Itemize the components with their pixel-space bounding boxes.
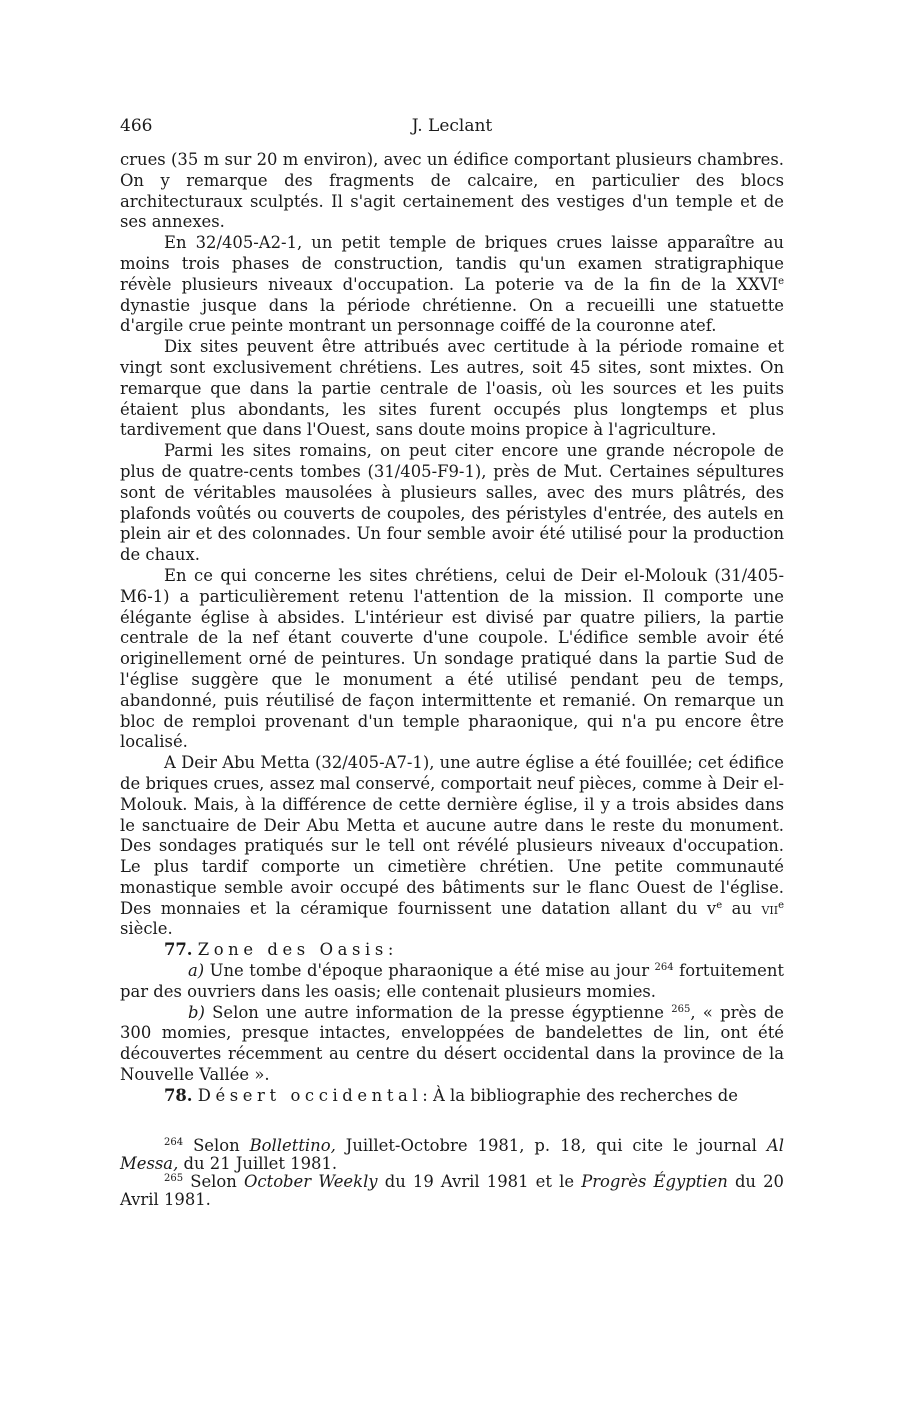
paragraph-text: crues (35 m sur 20 m environ), avec un édifice comportant plusieurs chambres. On y remarque des fragments de calcaire, en particulier des blocs architecturaux sculptés. Il s'agit certainement des vestiges d'un temple et de ses annexes. bbox=[120, 150, 784, 232]
running-head: J. Leclant bbox=[411, 116, 493, 136]
paragraph-text: À la bibliographie des recherches de bbox=[427, 1085, 738, 1105]
footnotes bbox=[120, 1137, 784, 1209]
footnote-264 bbox=[120, 1137, 784, 1173]
paragraph-deir-abu-metta bbox=[120, 753, 784, 940]
footnote-mark: 264 bbox=[164, 1137, 184, 1148]
item-label: b) bbox=[188, 1002, 205, 1022]
footnote-265 bbox=[120, 1173, 784, 1209]
paragraph-text: Selon une autre information de la presse égyptienne bbox=[204, 1002, 672, 1022]
paragraph-text: Dix sites peuvent être attribués avec certitude à la période romaine et vingt sont exclusivement chrétiens. Les autres, soit 45 sites, sont mixtes. On remarque que dans la partie centrale de l'oasis, où les sources et les puits étaient plus abondants, les sites furent occupés plus longtemps et plus tardivement que dans l'Ouest, sans doute moins propice à l'agriculture. bbox=[120, 337, 784, 440]
footnote-ref[interactable]: 265 bbox=[671, 1003, 691, 1015]
footnote-text: du 19 Avril 1981 et le bbox=[377, 1172, 582, 1191]
superscript: e bbox=[778, 275, 784, 287]
section-number: 77. bbox=[164, 940, 193, 960]
paragraph-roman-sites bbox=[120, 441, 784, 566]
page-header bbox=[120, 116, 784, 138]
body-text bbox=[120, 150, 784, 1107]
paragraph-text: En 32/405-A2-1, un petit temple de briques crues laisse apparaître au moins trois phases de construction, tandis qu'un examen stratigraphique révèle plusieurs niveaux d'occupation. La poterie va de la fin de la XXVI bbox=[120, 233, 784, 294]
paragraph-text: fortuitement par des ouvriers dans les oasis; elle contenait plusieurs momies. bbox=[120, 961, 784, 1001]
paragraph-text: En ce qui concerne les sites chrétiens, celui de Deir el-Molouk (31/405-M6-1) a particulièrement retenu l'attention de la mission. Il comporte une élégante église à absides. L'intérieur est divisé par quatre piliers, la partie centrale de la nef étant couverte d'une coupole. L'édifice semble avoir été originellement orné de peintures. Un sondage pratiqué dans la partie Sud de l'église suggère que le monument a été utilisé pendant peu de temps, abandonné, puis réutilisé de façon intermittente et remanié. On remarque un bloc de remploi provenant d'un temple pharaonique, qui n'a pu encore être localisé. bbox=[120, 565, 784, 752]
section-number: 78. bbox=[164, 1085, 193, 1105]
roman-numeral: vii bbox=[761, 898, 779, 918]
footnote-title: Bollettino, bbox=[249, 1136, 336, 1155]
paragraph-text: siècle. bbox=[120, 919, 173, 939]
section-colon: : bbox=[422, 1085, 428, 1105]
section-colon: : bbox=[387, 940, 394, 960]
footnote-text: du 21 Juillet 1981. bbox=[178, 1154, 338, 1173]
paragraph-text: au bbox=[722, 898, 762, 918]
superscript: e bbox=[716, 899, 723, 911]
paragraph-temple-a2 bbox=[120, 233, 784, 337]
footnote-text: Juillet-Octobre 1981, p. 18, qui cite le journal bbox=[335, 1136, 767, 1155]
paragraph-continuation bbox=[120, 150, 784, 233]
page-number: 466 bbox=[120, 116, 153, 136]
footnote-title: October Weekly bbox=[243, 1172, 378, 1191]
paragraph-77b bbox=[120, 1003, 784, 1086]
footnote-text: Selon bbox=[183, 1136, 250, 1155]
section-title: Désert occidental bbox=[197, 1085, 423, 1105]
footnote-title: Al Messa, bbox=[120, 1136, 784, 1173]
footnote-mark: 265 bbox=[164, 1173, 184, 1184]
section-heading-78 bbox=[120, 1086, 784, 1107]
item-label: a) bbox=[188, 961, 205, 981]
paragraph-site-counts bbox=[120, 337, 784, 441]
superscript: e bbox=[778, 899, 785, 911]
paragraph-text: Parmi les sites romains, on peut citer encore une grande nécropole de plus de quatre-cents tombes (31/405-F9-1), près de Mut. Certaines sépultures sont de véritables mausolées à plusieurs salles, avec des murs plâtrés, des plafonds voûtés ou couverts de coupoles, des péristyles d'entrée, des autels en plein air et des colonnades. Un four semble avoir été utilisé pour la production de chaux. bbox=[120, 441, 784, 565]
footnote-text: Selon bbox=[183, 1172, 244, 1191]
paragraph-text: dynastie jusque dans la période chrétienne. On a recueilli une statuette d'argile crue peinte montrant un personnage coiffé de la couronne atef. bbox=[120, 295, 784, 336]
paragraph-77a bbox=[120, 961, 784, 1003]
paragraph-deir-el-molouk bbox=[120, 566, 784, 753]
footnote-ref[interactable]: 264 bbox=[654, 962, 674, 974]
paragraph-text: , « près de 300 momies, presque intactes, enveloppées de bandelettes de lin, ont été découvertes récemment au centre du désert occidental dans la province de la Nouvelle Vallée ». bbox=[120, 1002, 784, 1085]
paragraph-text: A Deir Abu Metta (32/405-A7-1), une autre église a été fouillée; cet édifice de briques crues, assez mal conservé, comportait neuf pièces, comme à Deir el-Molouk. Mais, à la différence de cette dernière église, il y a trois absides dans le sanctuaire de Deir Abu Metta et aucune autre dans le reste du monument. Des sondages pratiqués sur le tell ont révélé plusieurs niveaux d'occupation. Le plus tardif comporte un cimetière chrétien. Une petite communauté monastique semble avoir occupé des bâtiments sur le flanc Ouest de l'église. Des monnaies et la céramique fournissent une datation allant du v bbox=[120, 753, 784, 918]
paragraph-text: Une tombe d'époque pharaonique a été mise au jour bbox=[204, 961, 655, 981]
footnote-text: du 20 Avril 1981. bbox=[120, 1172, 784, 1209]
section-title: Zone des Oasis bbox=[197, 940, 388, 960]
section-heading-77 bbox=[120, 940, 784, 961]
footnote-title: Progrès Égyptien bbox=[581, 1172, 728, 1191]
